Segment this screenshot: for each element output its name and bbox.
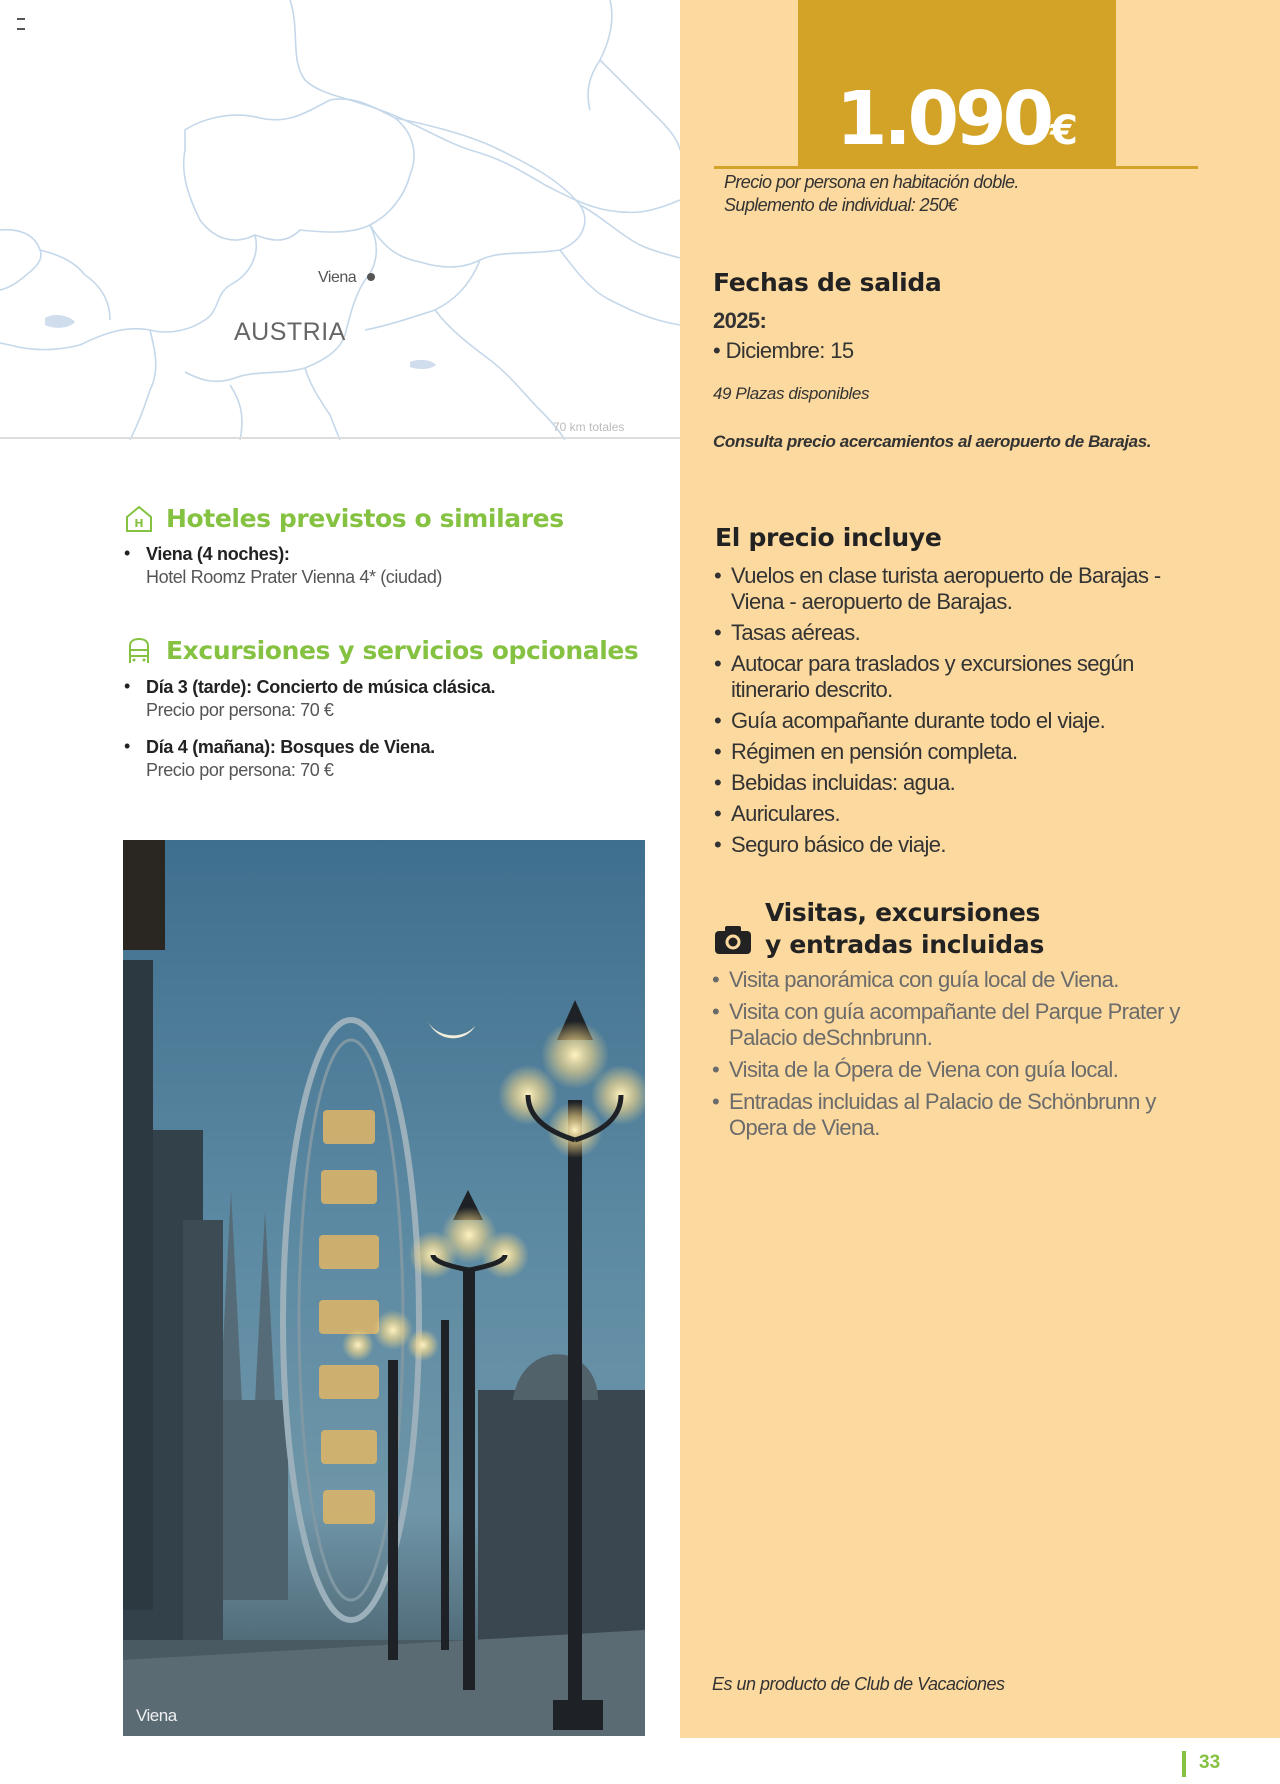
price-note-1: Precio por persona en habitación doble. xyxy=(724,172,1019,192)
includes-item: • Vuelos en clase turista aeropuerto de Barajas - Viena - aeropuerto de Barajas. xyxy=(714,563,1209,615)
optional-price: Precio por persona: 70 € xyxy=(146,760,334,780)
menu-icon xyxy=(17,18,25,30)
hotel-city: • Viena (4 noches): xyxy=(146,544,290,564)
includes-item: • Régimen en pensión completa. xyxy=(714,739,1209,765)
svg-text:H: H xyxy=(134,517,144,530)
departures-date: Diciembre: 15 xyxy=(725,338,854,363)
availability: 49 Plazas disponibles xyxy=(713,384,870,403)
page-number-bar xyxy=(1182,1751,1186,1777)
map-borders xyxy=(0,0,680,440)
vienna-photo xyxy=(123,840,645,1736)
hotel-item xyxy=(124,543,644,589)
hotels-list xyxy=(124,543,644,603)
hotels-title: Hoteles previstos o similares xyxy=(166,504,564,533)
bus-icon xyxy=(124,636,154,666)
departures-year: 2025: xyxy=(713,308,767,333)
includes-item: • Bebidas incluidas: agua. xyxy=(714,770,1209,796)
photo-caption: Viena xyxy=(136,1706,177,1725)
optional-title: Excursiones y servicios opcionales xyxy=(166,636,639,665)
includes-item: • Tasas aéreas. xyxy=(714,620,1209,646)
departures-item: • Diciembre: 15 xyxy=(713,338,854,363)
map-scale-label: 70 km totales xyxy=(553,420,625,434)
hotel-icon xyxy=(124,504,154,534)
vienna-dot xyxy=(367,273,375,281)
optional-item xyxy=(124,736,644,782)
price-note-2: Suplemento de individual: 250€ xyxy=(724,195,958,215)
departures-title: Fechas de salida xyxy=(713,268,942,297)
optional-item xyxy=(124,676,644,722)
page-number: 33 xyxy=(1199,1752,1221,1773)
footer-note: Es un producto de Club de Vacaciones xyxy=(712,1674,1005,1694)
optional-label: • Día 3 (tarde): Concierto de música clásica. xyxy=(146,677,496,697)
map-country-label: AUSTRIA xyxy=(234,318,346,346)
map-city-label: Viena xyxy=(318,269,357,286)
includes-item: • Auriculares. xyxy=(714,801,1209,827)
price-value xyxy=(798,76,1116,162)
visits-item: • Visita panorámica con guía local de Viena. xyxy=(712,967,1212,993)
visits-item: • Entradas incluidas al Palacio de Schönbrunn y Opera de Viena. xyxy=(712,1089,1212,1141)
includes-item: • Autocar para traslados y excursiones según itinerario descrito. xyxy=(714,651,1209,703)
info-panel xyxy=(680,0,1280,1738)
hotel-name: Hotel Roomz Prater Vienna 4* (ciudad) xyxy=(146,567,443,587)
visits-item: • Visita de la Ópera de Viena con guía local. xyxy=(712,1057,1212,1083)
visits-item: • Visita con guía acompañante del Parque Prater y Palacio deSchnbrunn. xyxy=(712,999,1212,1051)
includes-title: El precio incluye xyxy=(715,523,942,552)
price-amount: 1.090 xyxy=(836,76,1051,162)
optional-price: Precio por persona: 70 € xyxy=(146,700,334,720)
visits-title-2: y entradas incluidas xyxy=(765,930,1045,959)
visits-title-1: Visitas, excursiones xyxy=(765,898,1041,927)
optional-list xyxy=(124,676,644,796)
optional-label: • Día 4 (mañana): Bosques de Viena. xyxy=(146,737,435,757)
includes-list xyxy=(714,563,1209,863)
includes-item: • Guía acompañante durante todo el viaje. xyxy=(714,708,1209,734)
camera-icon xyxy=(714,925,752,955)
route-map xyxy=(0,0,680,440)
consult-note: Consulta precio acercamientos al aeropuerto de Barajas. xyxy=(713,432,1152,451)
price-currency: € xyxy=(1050,108,1078,154)
includes-item: • Seguro básico de viaje. xyxy=(714,832,1209,858)
vienna-night-illustration xyxy=(123,840,645,1736)
price-underline xyxy=(714,166,1198,169)
visits-list xyxy=(712,967,1212,1147)
